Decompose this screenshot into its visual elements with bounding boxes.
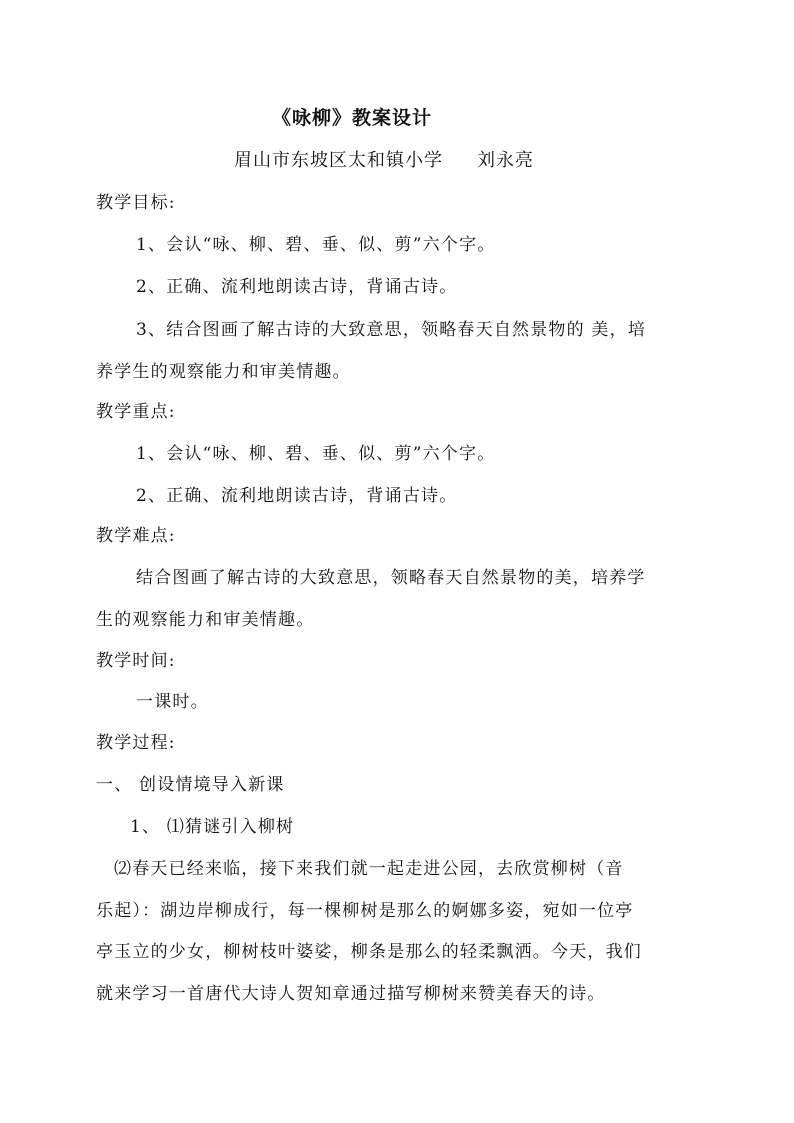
author-line xyxy=(234,149,534,173)
process-paragraph-line-4: 就来学习一首唐代大诗人贺知章通过描写柳树来赞美春天的诗。 xyxy=(96,984,606,1004)
process-heading: 教学过程: xyxy=(96,733,176,753)
process-paragraph-line-3: 亭玉立的少女，柳树枝叶婆娑，柳条是那么的轻柔飘洒。今天，我们 xyxy=(96,942,642,962)
time-value: 一课时。 xyxy=(136,692,209,712)
time-heading: 教学时间: xyxy=(96,651,176,671)
key-point-line-1: 1、会认“咏、柳、碧、垂、似、剪”六个字。 xyxy=(136,444,496,464)
objectives-heading: 教学目标: xyxy=(96,193,176,213)
difficulty-line-2: 生的观察能力和审美情趣。 xyxy=(96,610,315,630)
process-section-1: 一、 创设情境导入新课 xyxy=(96,775,285,795)
process-item-1: 1、 ⑴猜谜引入柳树 xyxy=(130,817,295,837)
objective-line-1: 1、会认“咏、柳、碧、垂、似、剪”六个字。 xyxy=(136,235,496,255)
key-point-line-2: 2、正确、流利地朗读古诗，背诵古诗。 xyxy=(136,486,458,506)
key-points-heading: 教学重点: xyxy=(96,402,176,422)
objective-line-2: 2、正确、流利地朗读古诗，背诵古诗。 xyxy=(136,277,458,297)
process-paragraph-line-1: ⑵春天已经来临，接下来我们就一起走进公园，去欣赏柳树（音 xyxy=(114,859,624,879)
page-title: 《咏柳》教案设计 xyxy=(272,107,433,129)
author-name: 刘永亮 xyxy=(477,150,534,171)
objective-line-3-cont: 养学生的观察能力和审美情趣。 xyxy=(96,362,351,382)
process-paragraph-line-2: 乐起）：湖边岸柳成行，每一棵柳树是那么的婀娜多姿，宛如一位亭 xyxy=(96,901,634,921)
difficulties-heading: 教学难点: xyxy=(96,526,176,546)
objective-line-3: 3、结合图画了解古诗的大致意思，领略春天自然景物的 美，培 xyxy=(136,320,647,340)
difficulty-line-1: 结合图画了解古诗的大致意思，领略春天自然景物的美，培养学 xyxy=(136,568,646,588)
school-name: 眉山市东坡区太和镇小学 xyxy=(234,150,443,171)
